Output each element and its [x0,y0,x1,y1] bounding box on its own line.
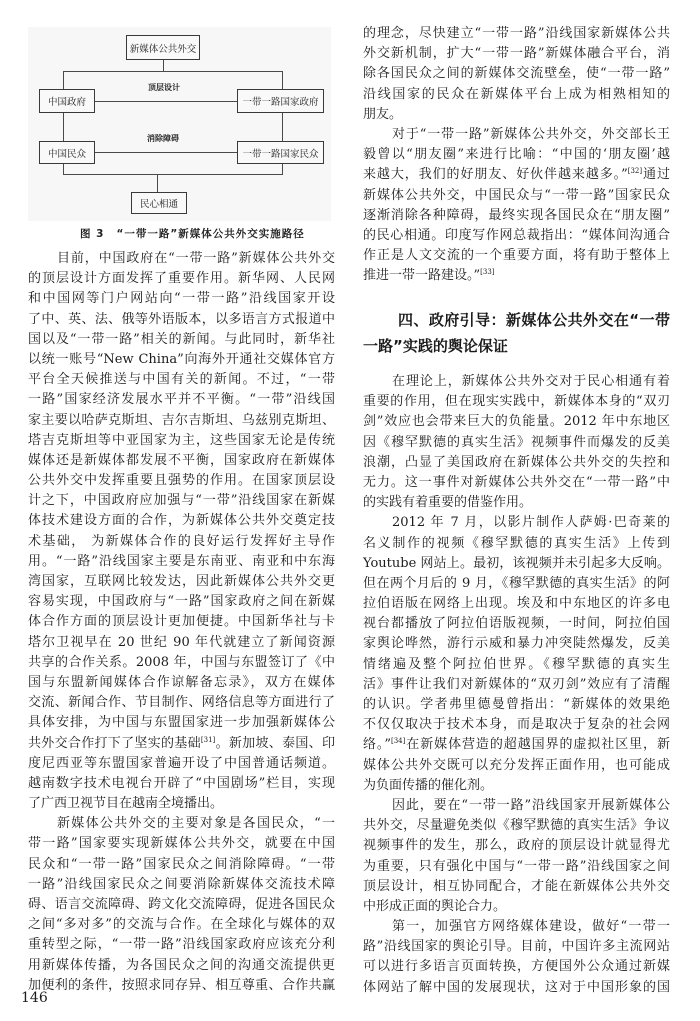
connector-line [282,71,283,89]
text-line: 计之下，中国政府应加强与“一带”沿线国家在新媒 [28,493,335,509]
text-line: 体网站了解中国的发展现状，这对于中国形象的国 [363,979,670,995]
text-line: 具体安排，为中国与东盟国家进一步加强新媒体公 [28,715,335,731]
text-segment: 推进一带一路建设。” [363,268,481,284]
text-line: 因《穆罕默德的真实生活》视频事件而爆发的反美 [363,434,670,450]
text-line: 国与东盟新闻媒体合作谅解备忘录》，双方在媒体 [28,674,335,690]
page-number: 146 [21,990,48,1006]
text-line: 湾国家，互联网比较发达，因此新媒体公共外交更 [28,574,335,589]
text-line: 除各国民众之间的新媒体交流壁垒，使“一带一路” [363,66,670,82]
paragraph [363,513,670,796]
text-line: 浪潮，凸显了美国政府在新媒体公共外交的失控和 [363,454,670,470]
text-line: 一路”国家经济发展水平并不平衡。“一带”沿线国 [28,392,335,408]
paragraph [28,814,335,996]
text-line [28,734,335,754]
text-segment: 络。” [363,737,391,753]
connector-line [157,174,158,192]
left-column-text [28,249,335,996]
citation-superscript: [31] [200,735,216,744]
paragraph [28,249,335,814]
connector-line [63,71,64,89]
text-segment: 共外交合作打下了坚实的基础 [28,735,201,751]
paragraph [363,125,670,287]
text-line: 和中国网等门户网站向“一带一路”沿线国家开设 [28,291,335,307]
text-line: 度尼西亚等东盟国家普遍开设了中国普通话频道。 [28,755,335,771]
text-line: 名义制作的视频《穆罕默德的真实生活》上传到 [363,535,670,551]
text-line: 朋友。 [363,106,403,122]
citation-superscript: [33] [480,268,495,277]
text-line: 路”沿线国家的舆论引导。目前，中国许多主流网站 [363,939,670,955]
citation-superscript: [34] [391,737,406,746]
text-line: 共外交，尽量避免类似《穆罕默德的真实生活》争议 [363,818,670,834]
text-line: 加便利的条件，按照求同存异、相互尊重、合作共赢 [28,977,335,993]
node-new-media-public-diplomacy: 新媒体公共外交 [126,35,200,60]
connector-line [63,164,64,174]
text-line: 外交新机制，扩大“一带一路”新媒体融合平台，消 [363,46,670,62]
text-line: 拉伯语版在网络上出现。埃及和中东地区的许多电 [363,596,670,612]
text-line: 共享的合作关系。2008 年，中国与东盟签订了《中 [28,654,335,670]
text-line: 重转型之际，“一带一路”沿线国家政府应该充分利 [28,937,335,953]
text-line: 媒体公共外交既可以充分发挥正面作用，也可能成 [363,757,670,773]
text-line: 但在两个月后的 9 月，《穆罕默德的真实生活》的阿 [363,575,670,591]
text-line: 的认识。学者弗里德曼曾指出：“新媒体的效果绝 [363,697,670,712]
connector-line [63,174,283,175]
text-line: 容易实现，中国政府与“一路”国家政府之间在新媒 [28,594,335,610]
text-line: 了广西卫视节目在越南全境播出。 [28,796,224,812]
text-line: 可以进行多语言页面转换，方便国外公众通过新媒 [363,959,670,975]
right-column-text-bottom [363,372,670,998]
label-remove-barriers: 消除障碍 [147,133,179,143]
text-line: 家舆论哗然，游行示威和暴力冲突陡然爆发，反美 [363,636,670,652]
paragraph [363,372,670,513]
text-line: 新媒体公共外交的主要对象是各国民众，“一 [57,816,335,832]
text-line: 为重要，只有强化中国与“一带一路”沿线国家之间 [363,858,670,874]
text-line: 带一路”国家要实现新媒体公共外交，就要在中国 [28,836,335,852]
text-line: 家主要以哈萨克斯坦、吉尔吉斯坦、乌兹别克斯坦、 [28,412,335,428]
text-line: 平台全天候推送与中国有关的新闻。不过，“一带 [28,372,335,388]
text-line: 用新媒体传播，为各国民众之间的沟通交流提供更 [28,957,335,973]
text-line: 以统一账号“New China”向海外开通社交媒体官方 [28,351,335,367]
text-line: 2012 年 7 月，以影片制作人萨姆·巴奇莱的 [392,515,670,531]
connector-line [95,152,237,153]
connector-line [95,101,237,102]
text-segment: 通过 [642,167,670,183]
text-segment: 来越大，我们的好朋友、好伙伴越来越多。” [363,167,628,183]
text-line: 在理论上，新媒体公共外交对于民心相通有着 [392,374,670,389]
text-line: 体合作方面的顶层设计更加便捷。中国新华社与卡 [28,614,335,630]
node-belt-road-public: 一带一路国家民众 [237,141,324,164]
text-line: 塔尔卫视早在 20 世纪 90 年代就建立了新闻资源 [28,634,335,650]
text-line: 活》事件让我们对新媒体的“双刃剑”效应有了清醒 [363,676,670,692]
text-line: 国以及“一带一路”相关的新闻。与此同时，新华社 [28,331,335,347]
text-line: 毅曾以“朋友圈”来进行比喻：“中国的‘朋友圈’越 [363,147,670,163]
text-line: 塔吉克斯坦等中亚国家为主，这些国家无论是传统 [28,432,335,448]
text-line: 视频事件的发生，那么，政府的顶层设计就显得尤 [363,838,670,854]
text-line: 的理念，尽快建立“一带一路”沿线国家新媒体公共 [363,26,670,41]
text-segment: 。新加坡、泰国、印 [215,735,335,751]
text-line: 重要的作用，但在现实实践中，新媒体本身的“双刃 [363,394,670,410]
node-china-government: 中国政府 [39,89,95,113]
text-line: 媒体还是新媒体都发展不平衡，国家政府在新媒体 [28,452,335,468]
text-line: 不仅仅取决于技术本身，而是取决于复杂的社会网 [363,717,670,733]
text-line: 碍、语言交流障碍、跨文化交流障碍，促进各国民众 [28,897,335,912]
connector-line [63,71,282,72]
text-line: 顶层设计，相互协同配合，才能在新媒体公共外交 [363,878,670,894]
text-line: 对于“一带一路”新媒体公共外交，外交部长王 [392,126,670,142]
paragraph [363,917,670,998]
text-line: 中形成正面的舆论合力。 [363,898,507,914]
text-segment: 在新媒体营造的超越国界的虚拟社区里，新 [405,737,670,753]
right-column-text-top [363,24,670,286]
text-line: 的民心相通。印度写作网总裁指出：“媒体间沟通合 [363,227,670,243]
text-line [363,165,670,185]
section-heading-line: 一路”实践的舆论保证 [363,337,508,355]
text-line: 情绪遍及整个阿拉伯世界。《穆罕默德的真实生 [363,656,670,672]
text-line: 之间“多对多”的交流与合作。在全球化与媒体的双 [28,917,335,933]
text-line: 一路”沿线国家民众之间要消除新媒体交流技术障 [28,876,335,892]
citation-superscript: [32] [627,167,643,176]
text-line: 沿线国家的民众在新媒体平台上成为相熟相知的 [363,86,670,102]
section-heading [363,307,670,359]
connector-line [63,113,64,141]
text-line: 民众和“一带一路”国家民众之间消除障碍。“一带 [28,856,335,872]
connector-line [163,60,164,71]
text-line: 作正是人文交流的一个重要方面，将有助于整体上 [363,248,670,264]
node-belt-road-government: 一带一路国家政府 [237,89,324,113]
paragraph [363,24,670,125]
figure-caption [80,226,305,242]
text-line: 了中、英、法、俄等外语版本，以多语言方式报道中 [28,311,335,327]
text-line [363,266,670,286]
node-china-public: 中国民众 [39,141,95,164]
text-line: 越南数字技术电视台开辟了“中国剧场”栏目，实现 [28,775,335,791]
label-top-design: 顶层设计 [148,82,180,92]
text-line: 体技术建设方面的合作，为新媒体公共外交奠定技 [28,513,335,529]
text-line: 术基础， 为新媒体合作的良好运行发挥好主导作 [28,533,335,549]
text-line: 逐渐消除各种障碍，最终实现各国民众在“朋友圈” [363,207,670,223]
figure-number: 图 3 [80,228,105,240]
text-line: 新媒体公共外交，中国民众与“一带一路”国家民众 [363,187,670,203]
text-line: 无力。这一事件对新媒体公共外交在“一带一路”中 [363,474,670,490]
figure-title: “一带一路”新媒体公共外交实施路径 [116,228,305,240]
text-line [363,735,670,755]
paragraph [363,796,670,917]
text-line: 视台都播放了阿拉伯语版视频，一时间，阿拉伯国 [363,616,670,632]
text-line: 为负面传播的催化剂。 [363,777,494,793]
text-line: 第一，加强官方网络媒体建设，做好“一带一 [392,919,670,935]
text-line: 因此，要在“一带一路”沿线国家开展新媒体公 [392,797,670,813]
text-line: 剑”效应也会带来巨大的负能量。2012 年中东地区 [363,414,670,430]
connector-line [282,113,283,141]
text-line: Youtube 网站上。最初，该视频并未引起多大反响。 [363,555,670,571]
connector-line [282,164,283,174]
node-people-connectivity: 民心相通 [131,192,187,214]
text-line: 交流、新闻合作、节目制作、网络信息等方面进行了 [28,695,335,711]
section-heading-line: 四、政府引导：新媒体公共外交在“一带 [398,311,670,329]
text-line: 用。“一路”沿线国家主要是东南亚、南亚和中东海 [28,553,335,569]
text-line: 公共外交中发挥重要且强势的作用。在国家顶层设 [28,473,335,489]
text-line: 的顶层设计方面发挥了重要作用。新华网、人民网 [28,271,335,287]
text-line: 的实践有着重要的借鉴作用。 [363,495,533,511]
text-line: 目前，中国政府在“一带一路”新媒体公共外交 [57,251,335,266]
